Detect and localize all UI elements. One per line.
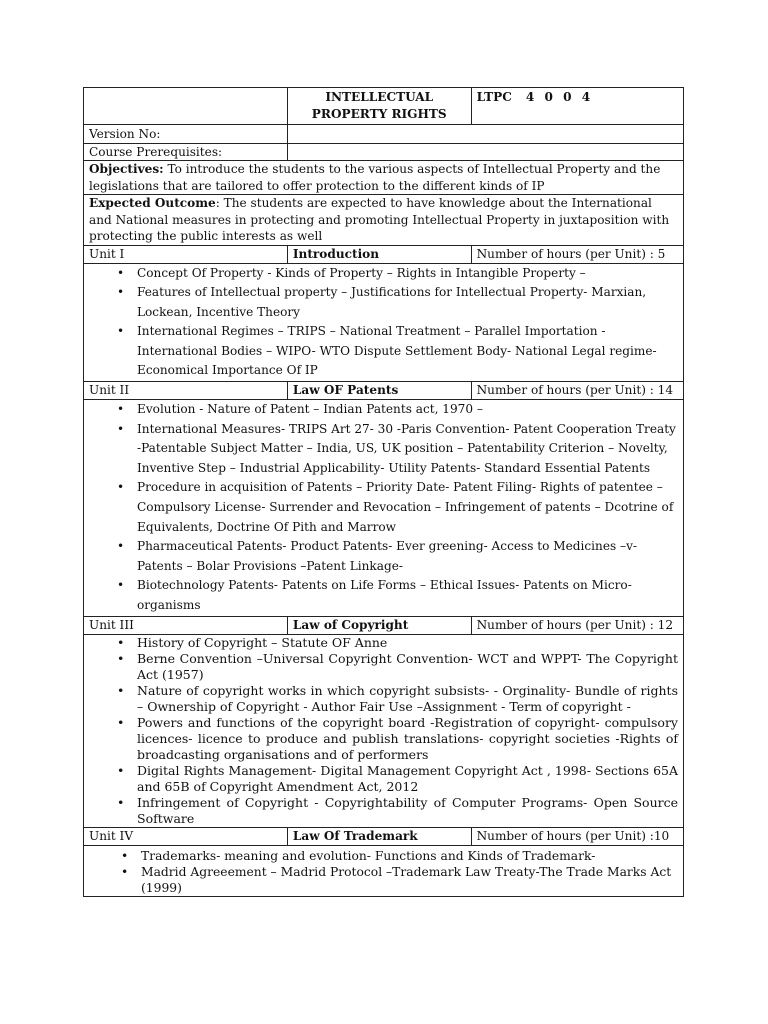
- list-item: • Digital Rights Management- Digital Management Copyright Act , 1998- Sections 65A and 65B of Copyright Amendment Act, 2012: [137, 763, 678, 795]
- unit-content-row: [84, 263, 684, 382]
- unit-hours: Number of hours (per Unit) : 5: [471, 245, 683, 263]
- ltpc-label: LTPC: [476, 90, 512, 104]
- outcome-label: Expected Outcome: [89, 196, 216, 210]
- topic-list: [89, 264, 678, 382]
- list-item: • Powers and functions of the copyright board -Registration of copyright- compulsory licences- licence to produce and publish translations- copyright societies -Rights of broadcasting organisations and of performers: [137, 715, 678, 763]
- unit-hours: Number of hours (per Unit) : 14: [471, 382, 683, 400]
- list-item: • Features of Intellectual property – Justifications for Intellectual Property- Marxian, Lockean, Incentive Theory: [137, 283, 678, 322]
- unit-content: [84, 845, 684, 896]
- list-item: • Evolution - Nature of Patent – Indian Patents act, 1970 –: [137, 400, 678, 420]
- unit-hours: Number of hours (per Unit) : 12: [471, 616, 683, 634]
- ltpc-value: 4 0 0 4: [525, 90, 594, 104]
- list-item: • Biotechnology Patents- Patents on Life Forms – Ethical Issues- Patents on Micro-organisms: [137, 576, 678, 615]
- unit-header-row: [84, 245, 684, 263]
- ltpc-cell: [471, 88, 683, 125]
- list-item: • International Measures- TRIPS Art 27- 30 -Paris Convention- Patent Cooperation Treaty -Patentable Subject Matter – India, US, UK position – Patentability Criterion – Novelty, Inventive Step – Industrial Applicability- Utility Patents- Standard Essential Patents: [137, 420, 678, 479]
- topic-list: [89, 848, 678, 896]
- objectives-row: [84, 161, 684, 195]
- unit-title: Law of Copyright: [287, 616, 471, 634]
- objectives-text: To introduce the students to the various aspects of Intellectual Property and the legislations that are tailored to offer protection to the different kinds of IP: [89, 162, 661, 193]
- unit-title: Law Of Trademark: [287, 827, 471, 845]
- list-item: • International Regimes – TRIPS – National Treatment – Parallel Importation - International Bodies – WIPO- WTO Dispute Settlement Body- National Legal regime- Economical Importance Of IP: [137, 322, 678, 381]
- unit-header-row: [84, 616, 684, 634]
- list-item: • Berne Convention –Universal Copyright Convention- WCT and WPPT- The Copyright Act (1957): [137, 651, 678, 683]
- outcome-text: : The students are expected to have knowledge about the International and National measures in protecting and promoting Intellectual Property in juxtaposition with protecting the public interests as well: [89, 196, 670, 243]
- topic-list: [89, 400, 678, 616]
- outcome-cell: [84, 195, 684, 246]
- objectives-label: Objectives:: [89, 162, 164, 176]
- prereq-row: [84, 143, 684, 161]
- prereq-label: Course Prerequisites:: [84, 143, 288, 161]
- version-value: [287, 125, 683, 144]
- prereq-value: [287, 143, 683, 161]
- topic-list: [89, 635, 678, 827]
- unit-title: Introduction: [287, 245, 471, 263]
- unit-title: Law OF Patents: [287, 382, 471, 400]
- list-item: • Madrid Agreeement – Madrid Protocol –Trademark Law Treaty-The Trade Marks Act (1999): [141, 864, 678, 896]
- list-item: • Concept Of Property - Kinds of Property – Rights in Intangible Property –: [137, 264, 678, 284]
- unit-label: Unit III: [84, 616, 288, 634]
- version-row: [84, 125, 684, 144]
- unit-content-row: [84, 634, 684, 827]
- list-item: • History of Copyright – Statute OF Anne: [137, 635, 678, 651]
- unit-hours: Number of hours (per Unit) :10: [471, 827, 683, 845]
- header-empty-cell: [84, 88, 288, 125]
- list-item: • Pharmaceutical Patents- Product Patents- Ever greening- Access to Medicines –v- Patents – Bolar Provisions –Patent Linkage-: [137, 537, 678, 576]
- syllabus-document: [83, 87, 684, 897]
- unit-header-row: [84, 827, 684, 845]
- list-item: • Nature of copyright works in which copyright subsists- - Orginality- Bundle of rights – Ownership of Copyright - Author Fair Use –Assignment - Term of copyright -: [137, 683, 678, 715]
- version-label: Version No:: [84, 125, 288, 144]
- unit-content: [84, 263, 684, 382]
- unit-content: [84, 634, 684, 827]
- unit-header-row: [84, 382, 684, 400]
- unit-label: Unit II: [84, 382, 288, 400]
- unit-content-row: [84, 400, 684, 617]
- list-item: • Trademarks- meaning and evolution- Functions and Kinds of Trademark-: [141, 848, 678, 864]
- header-row: [84, 88, 684, 125]
- syllabus-table: [83, 87, 684, 897]
- list-item: • Infringement of Copyright - Copyrightability of Computer Programs- Open Source Software: [137, 795, 678, 827]
- unit-content: [84, 400, 684, 617]
- objectives-cell: [84, 161, 684, 195]
- unit-label: Unit I: [84, 245, 288, 263]
- unit-content-row: [84, 845, 684, 896]
- outcome-row: [84, 195, 684, 246]
- course-title: INTELLECTUAL PROPERTY RIGHTS: [287, 88, 471, 125]
- list-item: • Procedure in acquisition of Patents – Priority Date- Patent Filing- Rights of patentee – Compulsory License- Surrender and Revocation – Infringement of patents – Dcotrine of Equivalents, Doctrine Of Pith and Marrow: [137, 478, 678, 537]
- unit-label: Unit IV: [84, 827, 288, 845]
